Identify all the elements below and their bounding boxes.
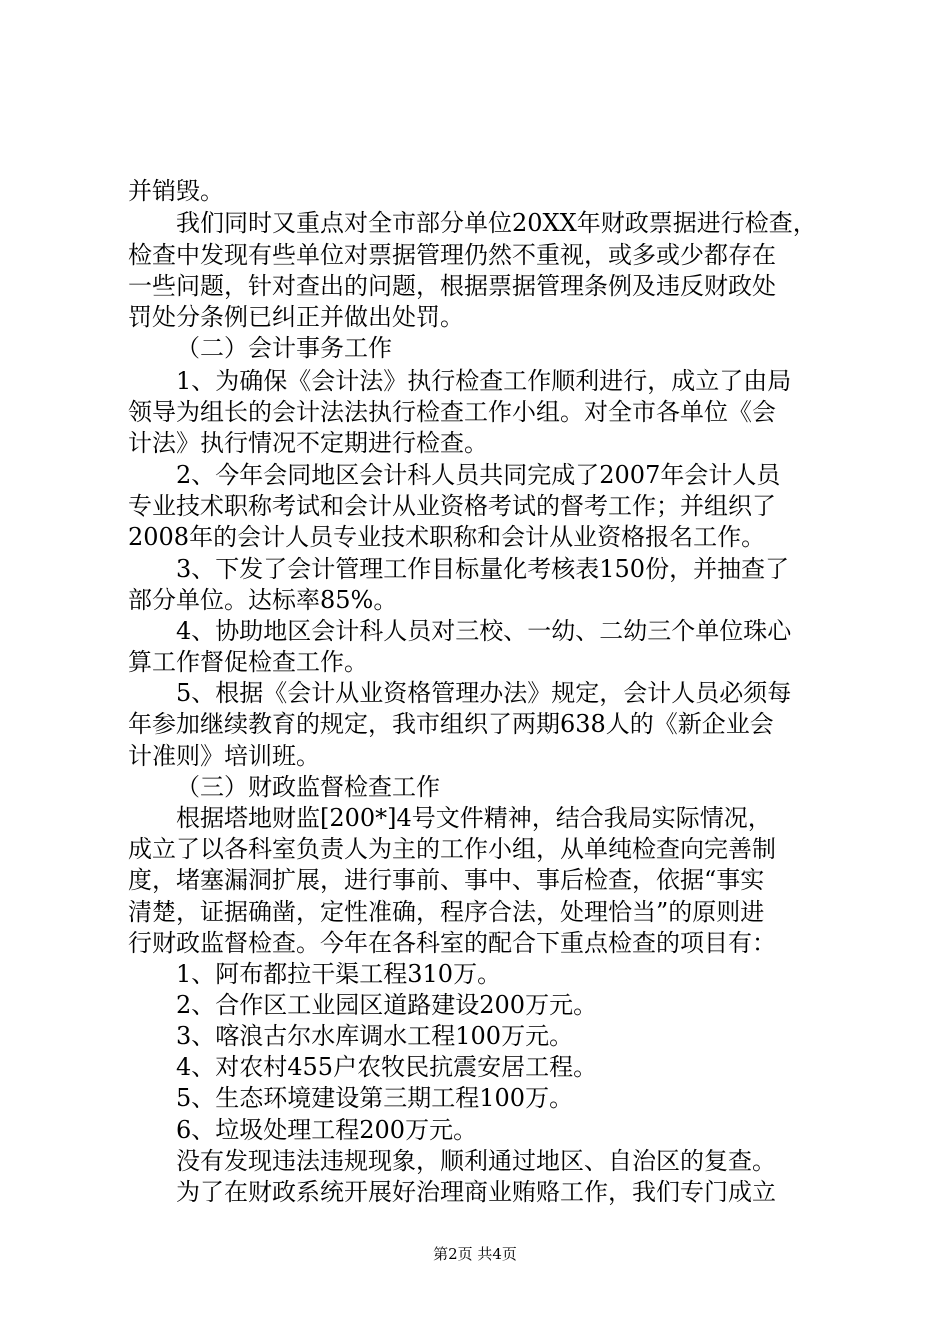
text-line: 度，堵塞漏洞扩展，进行事前、事中、事后检查，依据“事实 [128, 866, 765, 894]
text-line: 4、协助地区会计科人员对三校、一幼、二幼三个单位珠心 [176, 617, 792, 645]
text-line: 年参加继续教育的规定，我市组织了两期638人的《新企业会 [128, 710, 774, 738]
text-line: 2008年的会计人员专业技术职称和会计从业资格报名工作。 [128, 523, 766, 551]
list-item: 6、垃圾处理工程200万元。 [176, 1116, 478, 1144]
text-line: 清楚，证据确凿，定性准确，程序合法，处理恰当”的原则进 [128, 898, 765, 926]
text-line: 计准则》培训班。 [128, 742, 320, 770]
text-line: 并销毁。 [128, 177, 224, 205]
section-heading: （三）财政监督检查工作 [176, 773, 440, 801]
text-line: 2、今年会同地区会计科人员共同完成了2007年会计人员 [176, 461, 781, 489]
text-line: 部分单位。达标率85%。 [128, 586, 398, 614]
text-line: 算工作督促检查工作。 [128, 648, 368, 676]
text-line: 罚处分条例已纠正并做出处罚。 [128, 303, 464, 331]
text-line: 5、根据《会计从业资格管理办法》规定，会计人员必须每 [176, 679, 792, 707]
text-line: 我们同时又重点对全市部分单位20XX年财政票据进行检查， [176, 209, 817, 237]
list-item: 4、对农村455户农牧民抗震安居工程。 [176, 1053, 598, 1081]
list-item: 2、合作区工业园区道路建设200万元。 [176, 991, 598, 1019]
page-footer: 第2页 共4页 [433, 1245, 517, 1263]
text-line: 为了在财政系统开展好治理商业贿赂工作，我们专门成立 [176, 1178, 776, 1206]
text-line: 计法》执行情况不定期进行检查。 [128, 429, 488, 457]
text-line: 领导为组长的会计法法执行检查工作小组。对全市各单位《会 [128, 398, 776, 426]
text-line: 一些问题，针对查出的问题，根据票据管理条例及违反财政处 [128, 272, 776, 300]
text-line: 行财政监督检查。今年在各科室的配合下重点检查的项目有： [128, 929, 776, 957]
text-line: 成立了以各科室负责人为主的工作小组，从单纯检查向完善制 [128, 835, 776, 863]
list-item: 1、阿布都拉干渠工程310万。 [176, 960, 502, 988]
text-line: 检查中发现有些单位对票据管理仍然不重视，或多或少都存在 [128, 241, 776, 269]
text-line: 根据塔地财监[200*]4号文件精神，结合我局实际情况， [176, 804, 772, 832]
text-line: 专业技术职称考试和会计从业资格考试的督考工作；并组织了 [128, 492, 776, 520]
list-item: 5、生态环境建设第三期工程100万。 [176, 1084, 574, 1112]
text-line: 1、为确保《会计法》执行检查工作顺利进行，成立了由局 [176, 367, 792, 395]
text-line: 3、下发了会计管理工作目标量化考核表150份，并抽查了 [176, 555, 790, 583]
list-item: 3、喀浪古尔水库调水工程100万元。 [176, 1022, 574, 1050]
section-heading: （二）会计事务工作 [176, 334, 392, 362]
text-line: 没有发现违法违规现象，顺利通过地区、自治区的复查。 [176, 1147, 776, 1175]
